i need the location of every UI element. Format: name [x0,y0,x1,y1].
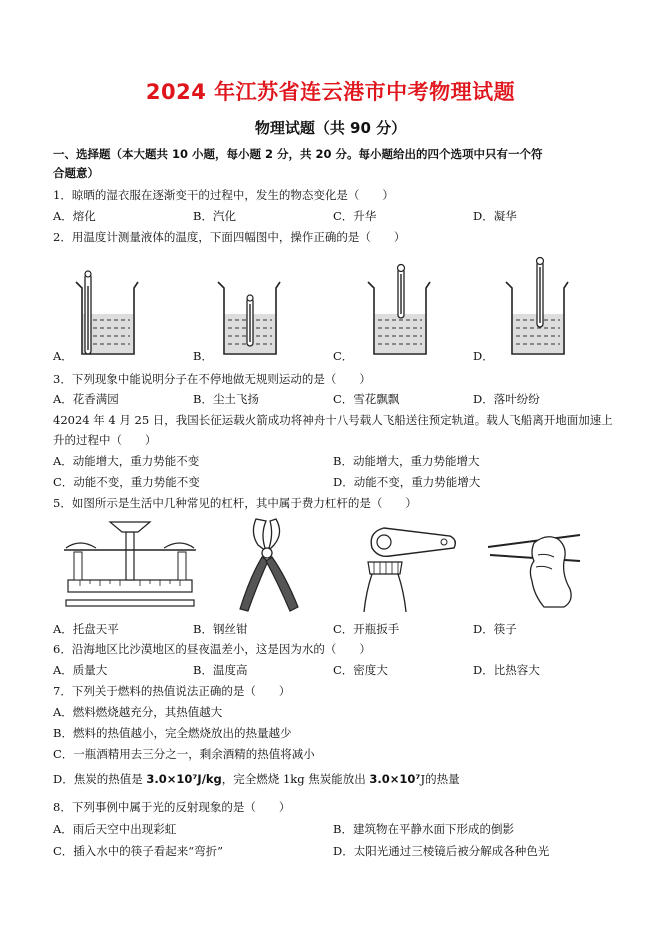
section-heading: 一、选择题（本大题共 10 小题，每小题 2 分，共 20 分。每小题给出的四个选项中只有一个符 [53,147,543,161]
heat-amount-formula: 3.0×10⁷ [369,772,421,786]
question-5-stem: 5．如图所示是生活中几种常见的杠杆，其中属于费力杠杆的是（ ） [53,496,417,510]
q1-option-b: B．汽化 [193,209,236,223]
q3-option-b: B．尘土飞扬 [193,392,259,406]
bottle-opener-figure [360,522,460,612]
q4-option-c: C．动能不变，重力势能不变 [53,475,200,489]
question-3-stem: 3．下列现象中能说明分子在不停地做无规则运动的是（ ） [53,372,371,386]
q1-option-d: D．凝华 [473,209,517,223]
q8-option-b: B．建筑物在平静水面下形成的倒影 [333,822,514,836]
q7-option-d-prefix: D．焦炭的热值是 [53,772,147,786]
q2-option-b: B． [193,349,213,363]
q8-option-c: C．插入水中的筷子看起来“弯折” [53,844,224,858]
q7-option-a: A．燃料燃烧越充分，其热值越大 [53,705,223,719]
q3-option-d: D．落叶纷纷 [473,392,540,406]
question-6-stem: 6．沿海地区比沙漠地区的昼夜温差小，这是因为水的（ ） [53,642,371,656]
balance-scale-figure [60,520,200,610]
q6-option-a: A．质量大 [53,663,108,677]
page-subtitle: 物理试题（共 90 分） [254,119,407,137]
q4-option-b: B．动能增大，重力势能增大 [333,454,480,468]
heat-value-formula: 3.0×10⁷J/kg [146,772,222,786]
q3-option-a: A．花香满园 [53,392,119,406]
q6-option-d: D．比热容大 [473,663,540,677]
q8-option-d: D．太阳光通过三棱镜后被分解成各种色光 [333,844,550,858]
q7-option-c: C．一瓶酒精用去三分之一，剩余酒精的热值将减小 [53,747,315,761]
question-1-stem: 1．晾晒的湿衣服在逐渐变干的过程中，发生的物态变化是（ ） [53,188,394,202]
q5-option-b: B．钢丝钳 [193,622,248,636]
question-4-stem-cont: 升的过程中（ ） [53,433,157,447]
q7-option-b: B．燃料的热值越小，完全燃烧放出的热量越少 [53,726,292,740]
question-4-stem: 42024 年 4 月 25 日，我国长征运载火箭成功将神舟十八号载人飞船送往预定轨道。载人飞船离开地面加速上 [53,413,613,427]
thermometer-figure-a [72,270,142,358]
q4-option-a: A．动能增大，重力势能不变 [53,454,200,468]
thermometer-figure-b [214,270,284,358]
q6-option-b: B．温度高 [193,663,248,677]
q5-option-d: D．筷子 [473,622,517,636]
section-heading-cont: 合题意） [53,166,99,180]
q4-option-d: D．动能不变，重力势能增大 [333,475,481,489]
page-title: 2024 年江苏省连云港市中考物理试题 [145,80,516,104]
question-8-stem: 8．下列事例中属于光的反射现象的是（ ） [53,800,291,814]
q2-option-a: A． [53,349,73,363]
q2-option-c: C． [333,349,354,363]
q1-option-c: C．升华 [333,209,377,223]
q6-option-c: C．密度大 [333,663,388,677]
q5-option-a: A．托盘天平 [53,622,119,636]
q8-option-a: A．雨后天空中出现彩虹 [53,822,177,836]
q7-option-d-middle: ，完全燃烧 1kg 焦炭能放出 [221,772,370,786]
q7-option-d-suffix: J的热量 [420,772,460,786]
q3-option-c: C．雪花飘飘 [333,392,400,406]
q7-option-d [53,771,460,787]
q2-option-d: D． [473,349,494,363]
q1-option-a: A．熔化 [53,209,96,223]
pliers-figure [232,515,307,615]
chopsticks-figure [484,525,584,610]
q5-option-c: C．开瓶扳手 [333,622,400,636]
thermometer-figure-d [502,255,574,358]
question-7-stem: 7．下列关于燃料的热值说法正确的是（ ） [53,684,291,698]
question-2-stem: 2．用温度计测量液体的温度，下面四幅图中，操作正确的是（ ） [53,230,406,244]
thermometer-figure-c [364,258,436,358]
